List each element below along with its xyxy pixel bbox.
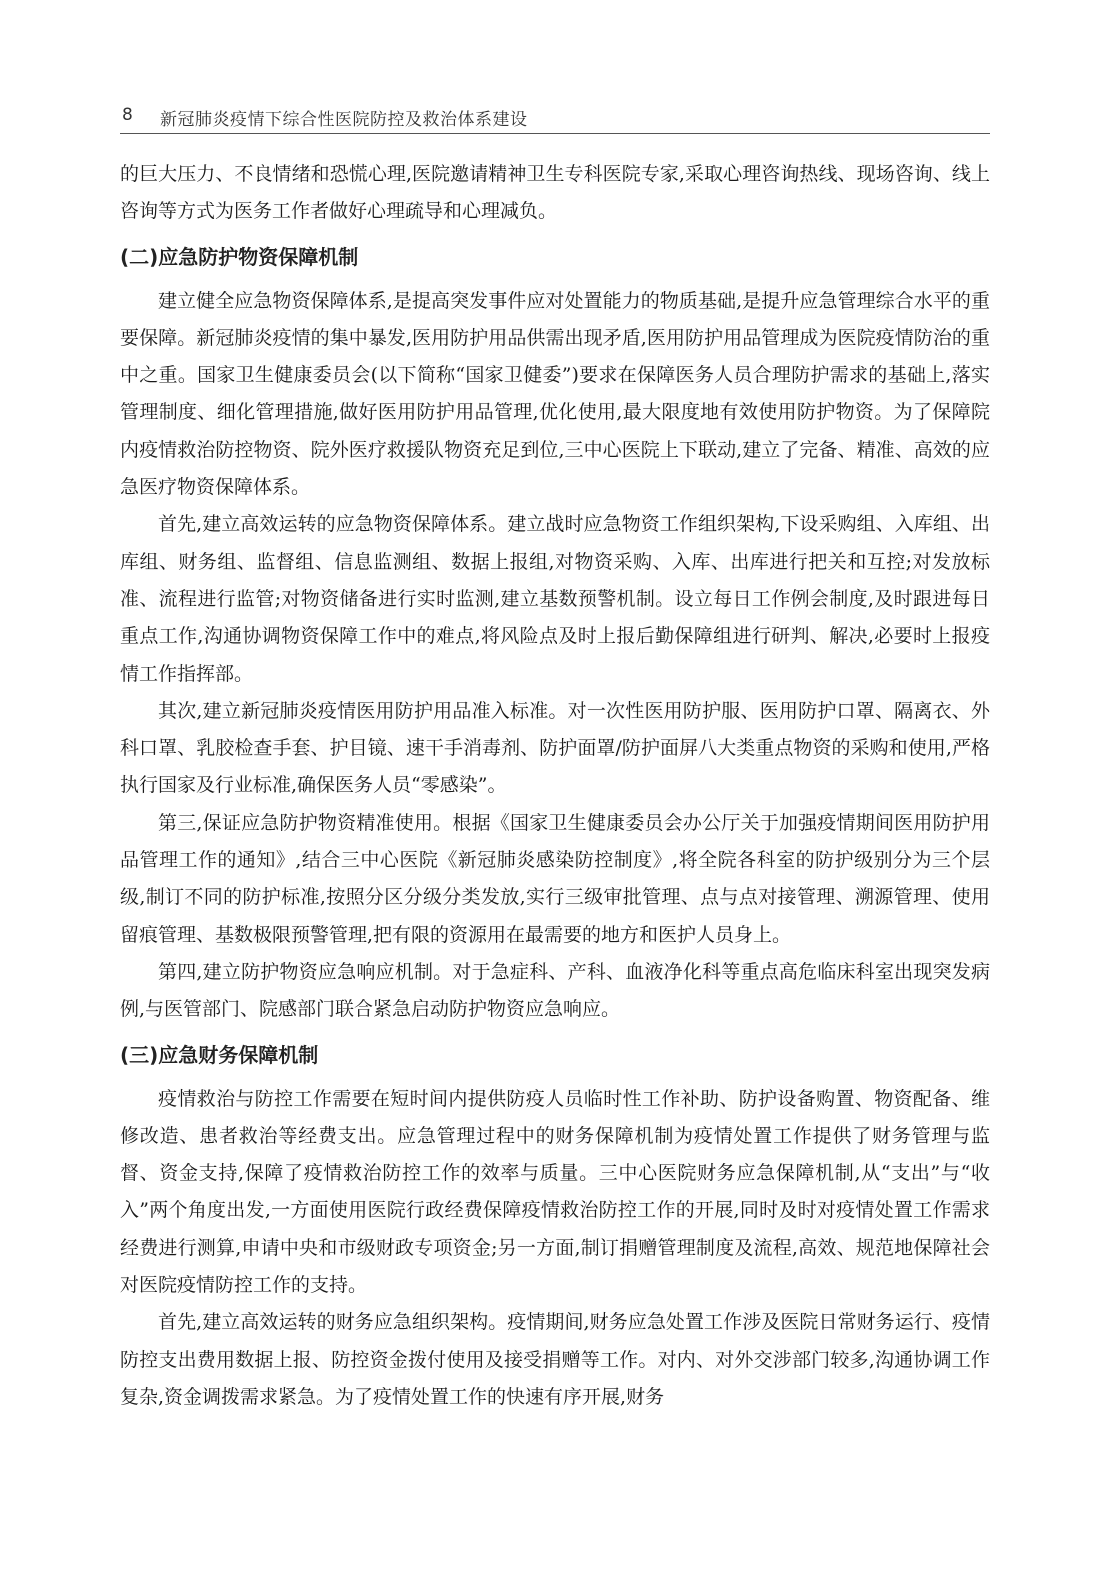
paragraph: 建立健全应急物资保障体系,是提高突发事件应对处置能力的物质基础,是提升应急管理综合水平的重要保障。新冠肺炎疫情的集中暴发,医用防护用品供需出现矛盾,医用防护用品管理成为医院疫情防治的重中之重。国家卫生健康委员会(以下简称“国家卫健委”)要求在保障医务人员合理防护需求的基础上,落实管理制度、细化管理措施,做好医用防护用品管理,优化使用,最大限度地有效使用防护物资。为了保障院内疫情救治防控物资、院外医疗救援队物资充足到位,三中心医院上下联动,建立了完备、精准、高效的应急医疗物资保障体系。 <box>120 289 990 499</box>
paragraph: 首先,建立高效运转的财务应急组织架构。疫情期间,财务应急处置工作涉及医院日常财务运行、疫情防控支出费用数据上报、防控资金拨付使用及接受捐赠等工作。对内、对外交涉部门较多,沟通协调工作复杂,资金调拨需求紧急。为了疫情处置工作的快速有序开展,财务 <box>120 1311 990 1408</box>
paragraph-continued: 的巨大压力、不良情绪和恐慌心理,医院邀请精神卫生专科医院专家,采取心理咨询热线、现场咨询、线上咨询等方式为医务工作者做好心理疏导和心理减负。 <box>120 163 990 223</box>
page-body <box>120 156 990 1416</box>
running-header <box>120 103 990 134</box>
paragraph: 疫情救治与防控工作需要在短时间内提供防疫人员临时性工作补助、防护设备购置、物资配备、维修改造、患者救治等经费支出。应急管理过程中的财务保障机制为疫情处置工作提供了财务管理与监督、资金支持,保障了疫情救治防控工作的效率与质量。三中心医院财务应急保障机制,从“支出”与“收入”两个角度出发,一方面使用医院行政经费保障疫情救治防控工作的开展,同时及时对疫情处置工作需求经费进行测算,申请中央和市级财政专项资金;另一方面,制订捐赠管理制度及流程,高效、规范地保障社会对医院疫情防控工作的支持。 <box>120 1087 990 1297</box>
section-heading-emergency-finance: (三)应急财务保障机制 <box>120 1042 319 1067</box>
paragraph: 第三,保证应急防护物资精准使用。根据《国家卫生健康委员会办公厅关于加强疫情期间医用防护用品管理工作的通知》,结合三中心医院《新冠肺炎感染防控制度》,将全院各科室的防护级别分为三个层级,制订不同的防护标准,按照分区分级分类发放,实行三级审批管理、点与点对接管理、溯源管理、使用留痕管理、基数极限预警管理,把有限的资源用在最需要的地方和医护人员身上。 <box>120 811 990 946</box>
page-number: 8 <box>122 105 133 125</box>
paragraph: 第四,建立防护物资应急响应机制。对于急症科、产科、血液净化科等重点高危临床科室出现突发病例,与医管部门、院感部门联合紧急启动防护物资应急响应。 <box>120 960 990 1021</box>
book-title: 新冠肺炎疫情下综合性医院防控及救治体系建设 <box>160 110 528 130</box>
paragraph: 其次,建立新冠肺炎疫情医用防护用品准入标准。对一次性医用防护服、医用防护口罩、隔离衣、外科口罩、乳胶检查手套、护目镜、速干手消毒剂、防护面罩/防护面屏八大类重点物资的采购和使用,严格执行国家及行业标准,确保医务人员“零感染”。 <box>120 699 990 797</box>
section-heading-emergency-supplies: (二)应急防护物资保障机制 <box>120 244 359 269</box>
paragraph: 首先,建立高效运转的应急物资保障体系。建立战时应急物资工作组织架构,下设采购组、入库组、出库组、财务组、监督组、信息监测组、数据上报组,对物资采购、入库、出库进行把关和互控;对发放标准、流程进行监管;对物资储备进行实时监测,建立基数预警机制。设立每日工作例会制度,及时跟进每日重点工作,沟通协调物资保障工作中的难点,将风险点及时上报后勤保障组进行研判、解决,必要时上报疫情工作指挥部。 <box>120 513 990 685</box>
